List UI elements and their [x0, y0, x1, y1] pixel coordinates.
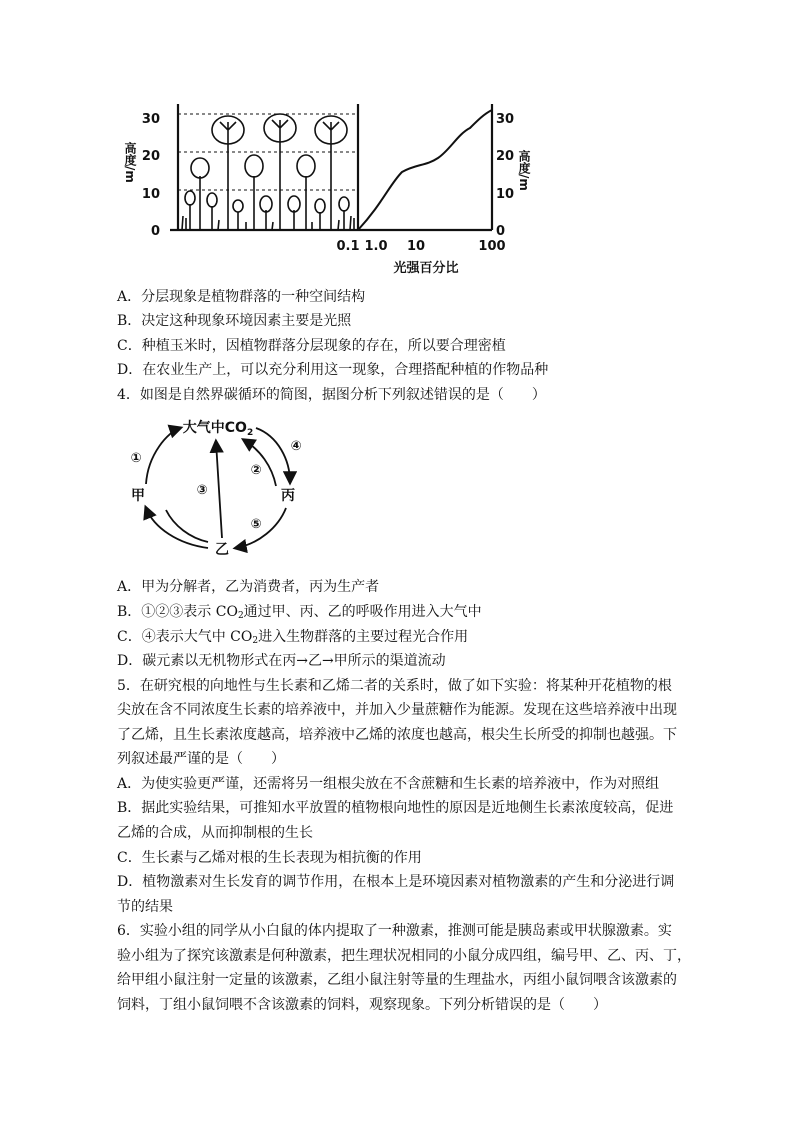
- label-1: ①: [130, 451, 142, 466]
- stratification-figure: [120, 92, 550, 282]
- x-tick-100: 100: [478, 239, 506, 254]
- q4-option-a: A．甲为分解者，乙为消费者，丙为生产者: [117, 579, 380, 595]
- q5-stem-line3: 了乙烯，且生长素浓度越高，培养液中乙烯的浓度也越高，根尖生长所受的抑制也越强。下: [117, 727, 677, 743]
- plants-illustration: [182, 114, 354, 230]
- light-curve: [358, 110, 492, 230]
- q3-option-a: A．分层现象是植物群落的一种空间结构: [117, 289, 366, 305]
- x-tick-10: 10: [406, 239, 426, 254]
- q4-option-b: B．①②③表示 $CO_2$通过甲、丙、乙的呼吸作用进入大气中: [117, 604, 482, 621]
- q5-option-b-line1: B．据此实验结果，可推知水平放置的植物根向地性的原因是近地侧生长素浓度较高，促进: [117, 800, 674, 816]
- right-tick-20: 20: [496, 149, 515, 164]
- x-tick-1-0: 1.0: [364, 239, 388, 254]
- q6-stem-line1: 6．实验小组的同学从小白鼠的体内提取了一种激素，推测可能是胰岛素或甲状腺激素。实: [117, 923, 672, 939]
- right-tick-0: 0: [496, 224, 506, 239]
- q5-option-a: A．为使实验更严谨，还需将另一组根尖放在不含蔗糖和生长素的培养液中，作为对照组: [117, 776, 660, 792]
- q6-stem-line2: 验小组为了探究该激素是何种激素，把生理状况相同的小鼠分成四组，编号甲、乙、丙、丁，: [117, 948, 691, 964]
- left-tick-30: 30: [141, 112, 160, 127]
- node-bing: 丙: [281, 488, 295, 504]
- q5-stem-line4: 列叙述最严谨的是（ ）: [117, 751, 285, 767]
- right-tick-30: 30: [496, 112, 515, 127]
- q5-option-b-line2: 乙烯的合成，从而抑制根的生长: [117, 825, 313, 841]
- q4-stem: 4．如图是自然界碳循环的简图，据图分析下列叙述错误的是（ ）: [117, 387, 546, 403]
- q5-stem-line1: 5．在研究根的向地性与生长素和乙烯二者的关系时，做了如下实验：将某种开花植物的根: [117, 678, 672, 694]
- label-5: ⑤: [250, 517, 262, 532]
- q4-option-d: D．碳元素以无机物形式在丙→乙→甲所示的渠道流动: [117, 653, 446, 669]
- q3-option-b: B．决定这种现象环境因素主要是光照: [117, 313, 352, 329]
- q6-stem-line4: 饲料，丁组小鼠饲喂不含该激素的饲料，观察现象。下列分析错误的是（ ）: [117, 997, 607, 1013]
- left-tick-10: 10: [141, 187, 160, 202]
- q3-option-d: D．在农业生产上，可以充分利用这一现象，合理搭配种植的作物品种: [117, 362, 549, 378]
- label-2: ②: [250, 463, 262, 478]
- node-yi: 乙: [215, 542, 229, 558]
- q5-option-d-line2: 节的结果: [117, 899, 173, 915]
- q3-option-c: C．种植玉米时，因植物群落分层现象的存在，所以要合理密植: [117, 338, 506, 354]
- node-jia: 甲: [131, 488, 145, 504]
- q4-option-c: C．④表示大气中 $CO_2$进入生物群落的主要过程光合作用: [117, 629, 469, 646]
- left-tick-20: 20: [141, 149, 160, 164]
- x-axis-label: 光强百分比: [393, 261, 459, 276]
- label-4: ④: [290, 439, 302, 454]
- right-tick-10: 10: [496, 187, 515, 202]
- node-atmosphere-co2: 大气中$CO_2$: [182, 420, 254, 438]
- q6-stem-line3: 给甲组小鼠注射一定量的该激素，乙组小鼠注射等量的生理盐水，丙组小鼠饲喂含该激素的: [117, 972, 677, 988]
- q5-option-d-line1: D．植物激素对生长发育的调节作用，在根本上是环境因素对植物激素的产生和分泌进行调: [117, 874, 675, 890]
- label-3: ③: [196, 483, 208, 498]
- left-tick-0: 0: [150, 224, 160, 239]
- x-tick-0-1: 0.1: [336, 239, 360, 254]
- right-axis-label: 高度/m: [517, 150, 531, 191]
- left-axis-label: 高度/m: [123, 142, 137, 183]
- carbon-cycle-diagram: [118, 410, 318, 568]
- q5-option-c: C．生长素与乙烯对根的生长表现为相抗衡的作用: [117, 850, 422, 866]
- q5-stem-line2: 尖放在含不同浓度生长素的培养液中，并加入少量蔗糖作为能源。发现在这些培养液中出现: [117, 702, 677, 718]
